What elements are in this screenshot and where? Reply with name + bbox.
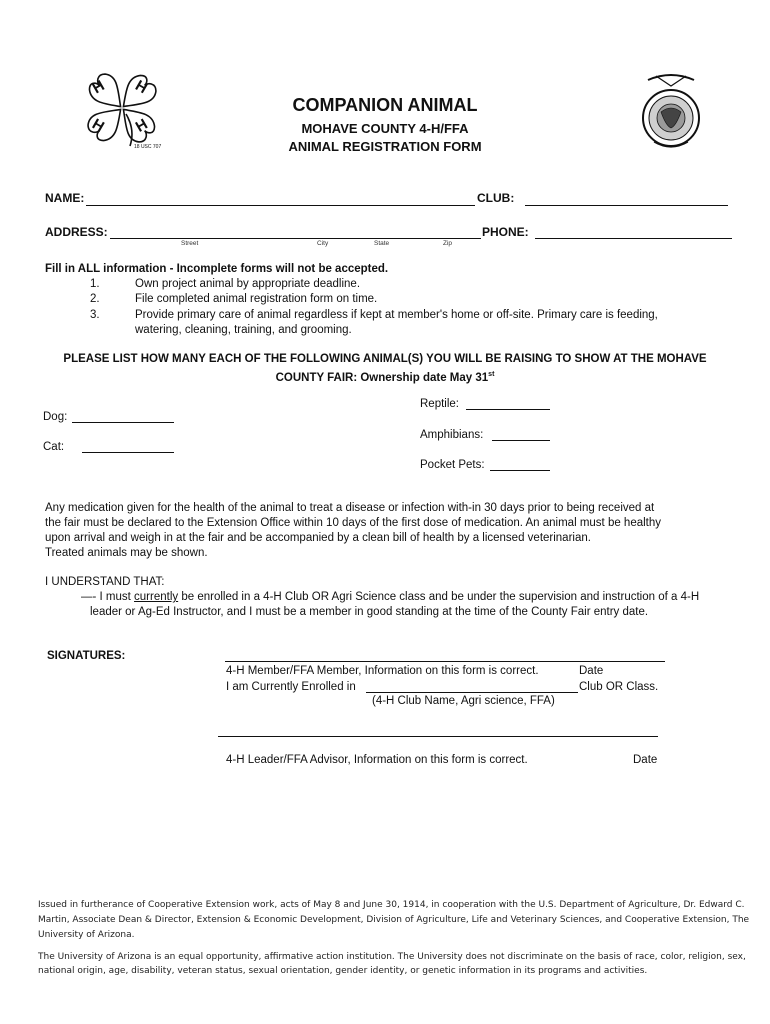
instruction-num-1: 1. (90, 278, 100, 290)
signatures-heading: SIGNATURES: (47, 650, 126, 662)
understand-prefix: —- I must (81, 591, 135, 603)
instruction-text-2: File completed animal registration form on time. (135, 293, 378, 305)
phone-label: PHONE: (482, 225, 529, 239)
animals-prompt-line2 (0, 367, 770, 386)
svg-text:H: H (89, 115, 108, 136)
instruction-text-1: Own project animal by appropriate deadline. (135, 278, 361, 290)
address-street-hint: Street (181, 240, 199, 247)
name-field[interactable] (86, 205, 475, 206)
member-date-label: Date (579, 665, 604, 677)
dog-label: Dog: (43, 411, 68, 423)
instruction-num-2: 2. (90, 293, 100, 305)
enrolled-prefix: I am Currently Enrolled in (226, 681, 356, 693)
form-subtitle-registration: ANIMAL REGISTRATION FORM (288, 139, 482, 154)
address-city-hint: City (317, 240, 329, 247)
form-title: COMPANION ANIMAL (292, 95, 478, 115)
footer-para1-line2: Martin, Associate Dean & Director, Extension & Economic Development, Division of Agriculture, Life and Veterinary Sciences, and Cooperative Extension, The (38, 915, 750, 925)
animals-prompt-line1: PLEASE LIST HOW MANY EACH OF THE FOLLOWING ANIMAL(S) YOU WILL BE RAISING TO SHOW AT THE MOHAVE (63, 353, 707, 365)
pocket-pets-label: Pocket Pets: (420, 459, 485, 471)
medication-line4: Treated animals may be shown. (45, 547, 208, 559)
instruction-num-3: 3. (90, 309, 100, 321)
svg-text:H: H (89, 77, 108, 98)
understand-underlined: currently (134, 591, 179, 603)
footer-para2-line1: The University of Arizona is an equal opportunity, affirmative action institution. The University does not discriminate on the basis of race, color, religion, sex, (38, 952, 746, 962)
understand-heading: I UNDERSTAND THAT: (45, 576, 165, 588)
understand-line1 (81, 590, 699, 605)
footer-para2-line2: national origin, age, disability, veteran status, sexual orientation, gender identity, or genetic information in its programs and activities. (38, 966, 648, 976)
address-field[interactable] (110, 238, 481, 239)
animals-prompt-text: COUNTY FAIR: Ownership date May 31 (275, 371, 489, 384)
member-signature-line[interactable] (225, 661, 665, 662)
medication-line3: upon arrival and weigh in at the fair and be accompanied by a clean bill of health by a licensed veterinarian. (45, 532, 591, 544)
enrolled-club-field[interactable] (366, 692, 578, 693)
footer-para1-line3: University of Arizona. (38, 930, 135, 940)
amphibians-label: Amphibians: (420, 429, 484, 441)
phone-field[interactable] (535, 238, 732, 239)
cat-count-field[interactable] (82, 452, 174, 453)
leader-signature-line[interactable] (218, 736, 658, 737)
dog-count-field[interactable] (72, 422, 174, 423)
medication-line1: Any medication given for the health of the animal to treat a disease or infection with-in 30 days prior to being received at (45, 502, 655, 514)
svg-text:H: H (132, 77, 151, 98)
leader-date-label: Date (633, 754, 658, 766)
reptile-label: Reptile: (420, 398, 459, 410)
instruction-text-3: Provide primary care of animal regardless if kept at member's home or off-site. Primary care is feeding, (135, 309, 658, 321)
amphibians-count-field[interactable] (492, 440, 550, 441)
pocket-pets-count-field[interactable] (490, 470, 550, 471)
leader-signature-text: 4-H Leader/FFA Advisor, Information on this form is correct. (226, 754, 528, 766)
club-label: CLUB: (477, 191, 515, 205)
address-state-hint: State (374, 240, 390, 247)
cat-label: Cat: (43, 441, 65, 453)
instruction-text-3-cont: watering, cleaning, training, and grooming. (135, 324, 352, 336)
logo-4h-text: 18 USC 707 (134, 144, 162, 150)
form-subtitle-county: MOHAVE COUNTY 4-H/FFA (301, 121, 469, 136)
instructions-heading: Fill in ALL information - Incomplete forms will not be accepted. (45, 263, 389, 275)
address-zip-hint: Zip (443, 240, 453, 247)
reptile-count-field[interactable] (466, 409, 550, 410)
medication-line2: the fair must be declared to the Extension Office within 10 days of the first dose of medication. An animal must be healthy (45, 517, 662, 529)
understand-line2: leader or Ag-Ed Instructor, and I must be a member in good standing at the time of the County Fair entry date. (90, 606, 649, 618)
member-signature-text: 4-H Member/FFA Member, Information on this form is correct. (226, 665, 539, 677)
club-field[interactable] (525, 205, 728, 206)
name-label: NAME: (45, 191, 85, 205)
understand-rest: be enrolled in a 4-H Club OR Agri Science class and be under the supervision and instruction of a 4-H (178, 591, 700, 603)
enrolled-hint: (4-H Club Name, Agri science, FFA) (372, 695, 555, 707)
address-label: ADDRESS: (45, 225, 108, 239)
svg-text:H: H (132, 115, 151, 136)
animals-prompt-sup: st (488, 371, 495, 378)
enrolled-suffix: Club OR Class. (579, 681, 659, 693)
footer-para1-line1: Issued in furtherance of Cooperative Extension work, acts of May 8 and June 30, 1914, in cooperation with the U.S. Department of Agriculture, Dr. Edward C. (38, 900, 745, 910)
